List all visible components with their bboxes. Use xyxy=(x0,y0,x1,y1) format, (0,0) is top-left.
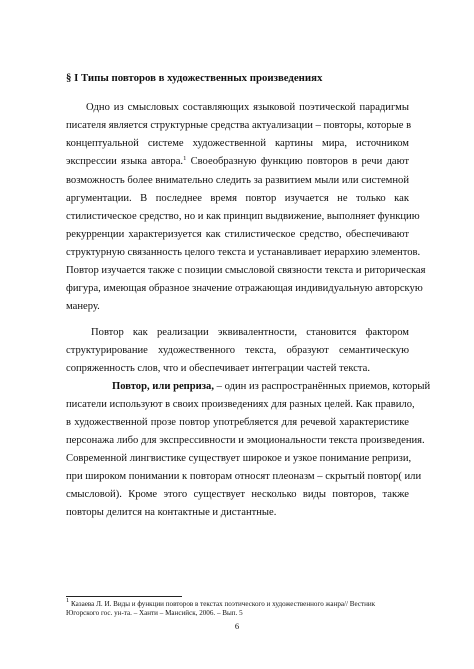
page-number: 6 xyxy=(234,621,240,631)
footnote-reference: 1 xyxy=(183,155,187,162)
text-line: структурную связанность целого текста и устанавливает иерархию элементов. xyxy=(66,247,421,258)
text-line: Повтор изучается также с позиции смысловой связности текста и риторическая xyxy=(66,265,426,276)
text-line: структурирование художественного текста, образуют семантическую xyxy=(66,345,409,356)
text-line: в художественной прозе повтор употребляется для речевой характеристике xyxy=(66,417,409,428)
text-line: сопряженность слов, что и обеспечивает интеграции частей текста. xyxy=(66,363,371,374)
footnote-divider xyxy=(66,596,182,597)
text-line: персонажа либо для экспрессивности и эмоциональности текста произведения. xyxy=(66,435,425,446)
text-line: Современной лингвистике существует широкое и узкое понимание репризи, xyxy=(66,453,412,464)
text-line: манеру. xyxy=(66,301,100,312)
bold-term: Повтор, или реприза, xyxy=(112,381,214,392)
text-line: фигура, имеющая образное значение отражающая индивидуальную авторскую xyxy=(66,283,423,294)
text-line: аргументации. В последнее время повтор изучается не только как xyxy=(66,193,409,204)
text-line: концептуальной системе художественной картины мира, источником xyxy=(66,138,409,149)
footnote-line-2: Югорского гос. ун-та. – Ханти – Мансийск, 2006. – Вып. 5 xyxy=(66,609,243,617)
text-line: рекурренции характеризуется как стилистическое средство, обеспечивают xyxy=(66,229,409,240)
section-heading: § I Типы повторов в художественных произведениях xyxy=(66,72,323,84)
footnote-marker: 1 xyxy=(66,597,70,604)
text-line: стилистическое средство, но и как принцип выдвижение, выполняет функцию xyxy=(66,211,420,222)
text-line: повторы делится на контактные и дистантные. xyxy=(66,507,277,518)
text-line: Повтор как реализации эквивалентности, становится фактором xyxy=(91,327,409,338)
text-line: при широком понимании к повторам относят плеоназм – скрытый повтор( или xyxy=(66,471,422,482)
text-line: Одно из смысловых составляющих языковой поэтической парадигмы xyxy=(86,102,409,113)
text-line: писателя является структурные средства актуализации – повторы, которые в xyxy=(66,120,412,131)
text-span: Своеобразную функцию повторов в речи дают xyxy=(186,156,409,167)
text-span: – один из распространённых приемов, который xyxy=(213,381,431,392)
text-line xyxy=(66,155,409,169)
text-line: возможность более внимательно следить за развитием мыли или системной xyxy=(66,175,409,186)
footnote-text-1: Казаева Л. И. Виды и функции повторов в текстах поэтического и художественного жанра// Вестник xyxy=(69,600,376,608)
text-line: писатели используют в своих произведениях для разных целей. Как правило, xyxy=(66,399,415,410)
text-line xyxy=(112,380,431,394)
footnote-line-1 xyxy=(66,597,376,609)
text-span: экспрессии языка автора. xyxy=(66,156,184,167)
text-line: смысловой). Кроме этого существует несколько виды повторов, также xyxy=(66,489,409,500)
